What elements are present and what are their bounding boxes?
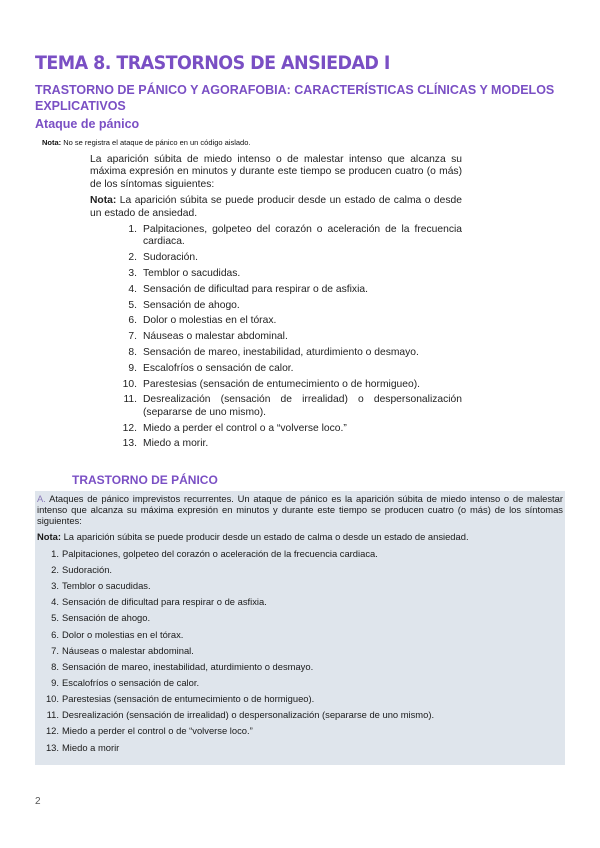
note-line bbox=[42, 138, 562, 147]
list-item-number: 6. bbox=[128, 315, 137, 327]
list-item bbox=[90, 363, 462, 375]
panic-attack-criteria bbox=[90, 154, 462, 454]
list-item-text: Miedo a morir. bbox=[143, 438, 209, 450]
box-intro-text: Ataques de pánico imprevistos recurrentes. Un ataque de pánico es la aparición súbita de miedo intenso o de malestar intenso que alcanza su máxima expresión en minutos y durante este tiempo se producen cuatro (o más) de los síntomas siguientes: bbox=[37, 493, 563, 527]
list-item-number: 10. bbox=[122, 378, 137, 390]
list-item-number: 3. bbox=[51, 580, 59, 592]
list-item-number: 9. bbox=[51, 676, 59, 688]
list-item-text: Sensación de dificultad para respirar o de asfixia. bbox=[143, 283, 368, 295]
list-item bbox=[37, 548, 563, 559]
list-item-text: Temblor o sacudidas. bbox=[62, 580, 151, 592]
panic-disorder-criteria-box bbox=[35, 491, 565, 765]
box-nota-label: Nota: bbox=[37, 530, 61, 542]
list-item-number: 12. bbox=[45, 725, 59, 737]
list-item-number: 8. bbox=[128, 347, 137, 359]
list-item bbox=[90, 252, 462, 264]
list-item bbox=[90, 438, 462, 450]
note-text: No se registra el ataque de pánico en un código aislado. bbox=[61, 138, 251, 147]
list-item bbox=[37, 612, 563, 623]
list-item-text: Náuseas o malestar abdominal. bbox=[143, 331, 288, 343]
list-item-number: 2. bbox=[128, 252, 137, 264]
list-item-text: Dolor o molestias en el tórax. bbox=[143, 315, 277, 327]
list-item bbox=[90, 423, 462, 435]
list-item-text: Escalofríos o sensación de calor. bbox=[143, 362, 294, 374]
list-item-text: Sudoración. bbox=[62, 563, 113, 575]
page-title: TEMA 8. TRASTORNOS DE ANSIEDAD I bbox=[35, 52, 390, 74]
box-symptom-list bbox=[37, 548, 563, 753]
note-label: Nota: bbox=[42, 138, 62, 147]
list-item-text: Náuseas o malestar abdominal. bbox=[62, 644, 194, 656]
list-item bbox=[37, 677, 563, 688]
list-item bbox=[90, 394, 462, 419]
list-item-text: Palpitaciones, golpeteo del corazón o aceleración de la frecuencia cardiaca. bbox=[143, 224, 462, 248]
box-intro bbox=[37, 493, 563, 527]
list-item-text: Desrealización (sensación de irrealidad) o despersonalización (separarse de uno mismo). bbox=[143, 394, 462, 418]
list-item bbox=[37, 725, 563, 736]
list-item-text: Desrealización (sensación de irrealidad) o despersonalización (separarse de uno mismo). bbox=[62, 709, 435, 721]
list-item-text: Miedo a morir bbox=[62, 741, 120, 753]
list-item-text: Sensación de ahogo. bbox=[62, 612, 151, 624]
list-item-text: Dolor o molestias en el tórax. bbox=[62, 628, 184, 640]
criteria-nota bbox=[90, 195, 462, 220]
box-nota bbox=[37, 531, 563, 542]
list-item-text: Escalofríos o sensación de calor. bbox=[62, 676, 200, 688]
list-item-text: Palpitaciones, golpeteo del corazón o aceleración de la frecuencia cardiaca. bbox=[62, 547, 378, 559]
section-heading-trastorno-de-panico: TRASTORNO DE PÁNICO bbox=[72, 473, 218, 487]
list-item bbox=[90, 379, 462, 391]
list-item-number: 12. bbox=[122, 422, 137, 434]
list-item bbox=[37, 693, 563, 704]
list-item-number: 3. bbox=[128, 268, 137, 280]
list-item bbox=[37, 596, 563, 607]
list-item bbox=[37, 661, 563, 672]
list-item-number: 6. bbox=[51, 628, 59, 640]
list-item-number: 9. bbox=[128, 362, 137, 374]
box-nota-text: La aparición súbita se puede producir desde un estado de calma o desde un estado de ansiedad. bbox=[60, 530, 469, 542]
list-item bbox=[90, 224, 462, 249]
list-item-number: 5. bbox=[51, 612, 59, 624]
chapter-subtitle: TRASTORNO DE PÁNICO Y AGORAFOBIA: CARACTERÍSTICAS CLÍNICAS Y MODELOS EXPLICATIVOS bbox=[35, 83, 555, 113]
list-item bbox=[37, 742, 563, 753]
list-item-number: 4. bbox=[51, 596, 59, 608]
box-content bbox=[37, 493, 563, 758]
list-item-text: Sensación de mareo, inestabilidad, aturdimiento o desmayo. bbox=[62, 660, 314, 672]
list-item-number: 5. bbox=[128, 299, 137, 311]
criteria-nota-text: La aparición súbita se puede producir desde un estado de calma o desde un estado de ansiedad. bbox=[90, 195, 462, 219]
list-item-text: Miedo a perder el control o a “volverse loco.” bbox=[143, 422, 347, 434]
list-item bbox=[37, 580, 563, 591]
list-item-number: 13. bbox=[45, 741, 59, 753]
criteria-intro: La aparición súbita de miedo intenso o de malestar intenso que alcanza su máxima expresión en minutos y durante este tiempo se producen cuatro (o más) de los síntomas siguientes: bbox=[90, 154, 462, 190]
list-item-text: Parestesias (sensación de entumecimiento o de hormigueo). bbox=[62, 693, 315, 705]
list-item-number: 4. bbox=[128, 283, 137, 295]
list-item bbox=[37, 629, 563, 640]
list-item-number: 7. bbox=[51, 644, 59, 656]
list-item-text: Sensación de dificultad para respirar o de asfixia. bbox=[62, 596, 267, 608]
list-item-number: 1. bbox=[51, 547, 59, 559]
list-item-number: 7. bbox=[128, 331, 137, 343]
list-item bbox=[90, 268, 462, 280]
list-item-text: Parestesias (sensación de entumecimiento o de hormigueo). bbox=[143, 378, 421, 390]
criteria-nota-label: Nota: bbox=[90, 195, 117, 207]
list-item-text: Sensación de ahogo. bbox=[143, 299, 240, 311]
list-item-number: 10. bbox=[45, 693, 59, 705]
list-item-number: 8. bbox=[51, 660, 59, 672]
list-item bbox=[90, 284, 462, 296]
symptom-list bbox=[90, 224, 462, 451]
list-item bbox=[90, 347, 462, 359]
list-item-number: 13. bbox=[122, 438, 137, 450]
list-item-number: 11. bbox=[123, 394, 137, 406]
list-item bbox=[37, 709, 563, 720]
list-item-text: Miedo a perder el control o de “volverse loco.” bbox=[62, 725, 253, 737]
list-item bbox=[90, 315, 462, 327]
list-item-number: 2. bbox=[51, 563, 59, 575]
list-item-number: 11. bbox=[46, 709, 59, 721]
page-number: 2 bbox=[35, 796, 41, 807]
section-heading-ataque-de-panico: Ataque de pánico bbox=[35, 117, 140, 131]
list-item bbox=[37, 564, 563, 575]
criterion-letter: A. bbox=[37, 493, 46, 504]
list-item bbox=[37, 645, 563, 656]
list-item-text: Temblor o sacudidas. bbox=[143, 268, 241, 280]
list-item-text: Sudoración. bbox=[143, 252, 198, 264]
list-item bbox=[90, 300, 462, 312]
list-item-text: Sensación de mareo, inestabilidad, aturdimiento o desmayo. bbox=[143, 347, 419, 359]
list-item bbox=[90, 331, 462, 343]
list-item-number: 1. bbox=[128, 224, 137, 236]
